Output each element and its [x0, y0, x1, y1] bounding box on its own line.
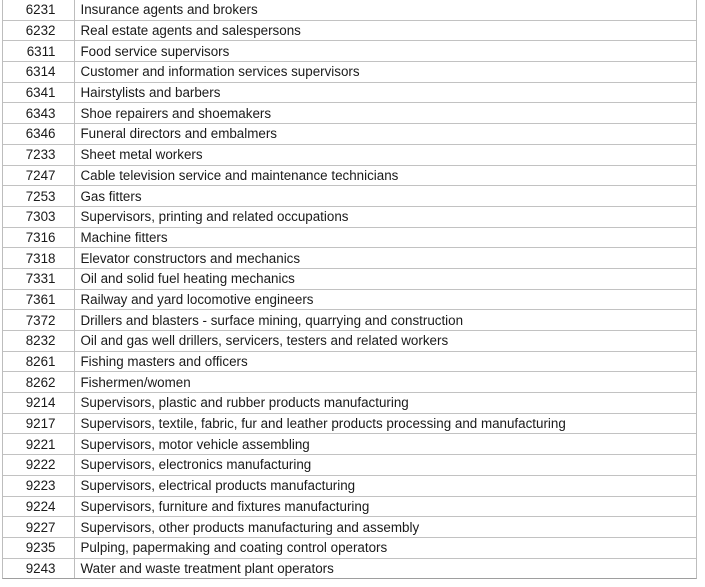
- occupation-code: 6314: [3, 62, 74, 83]
- table-row: [3, 537, 696, 558]
- occupation-code: 6343: [3, 103, 74, 124]
- occupation-code: 6341: [3, 82, 74, 103]
- table-row: [3, 351, 696, 372]
- occupation-title: Oil and solid fuel heating mechanics: [74, 268, 696, 289]
- table-row: [3, 124, 696, 145]
- occupation-title: Shoe repairers and shoemakers: [74, 103, 696, 124]
- occupation-title: Supervisors, electrical products manufacturing: [74, 475, 696, 496]
- occupation-title: Supervisors, printing and related occupations: [74, 206, 696, 227]
- occupation-code: 7361: [3, 289, 74, 310]
- table-row: [3, 206, 696, 227]
- table-row: [3, 165, 696, 186]
- occupation-code: 9243: [3, 558, 74, 578]
- occupation-title: Elevator constructors and mechanics: [74, 248, 696, 269]
- occupation-code: 7318: [3, 248, 74, 269]
- occupation-table: [2, 0, 697, 579]
- table-row: [3, 289, 696, 310]
- occupation-code: 7316: [3, 227, 74, 248]
- table-row: [3, 372, 696, 393]
- table-row: [3, 186, 696, 207]
- occupation-title: Customer and information services supervisors: [74, 62, 696, 83]
- occupation-title: Oil and gas well drillers, servicers, testers and related workers: [74, 331, 696, 352]
- occupation-code: 9217: [3, 413, 74, 434]
- table-row: [3, 558, 696, 578]
- occupation-title: Insurance agents and brokers: [80, 2, 258, 18]
- occupation-code: 9224: [3, 496, 74, 517]
- table-row: [3, 517, 696, 538]
- occupation-title: Railway and yard locomotive engineers: [74, 289, 696, 310]
- occupation-code: 7331: [3, 268, 74, 289]
- occupation-code: 8262: [3, 372, 74, 393]
- occupation-code: 9214: [3, 393, 74, 414]
- table-row: [3, 82, 696, 103]
- table-row: [3, 103, 696, 124]
- occupation-code: 9227: [3, 517, 74, 538]
- occupation-title: Supervisors, textile, fabric, fur and leather products processing and manufacturing: [74, 413, 696, 434]
- occupation-title: Hairstylists and barbers: [74, 82, 696, 103]
- occupation-title: Machine fitters: [74, 227, 696, 248]
- table-row: [3, 0, 696, 20]
- occupation-code: 9223: [3, 475, 74, 496]
- table-row: [3, 331, 696, 352]
- occupation-code: 6231: [3, 0, 74, 20]
- occupation-code: 6311: [3, 41, 74, 62]
- occupation-code: 6346: [3, 124, 74, 145]
- table-row: [3, 62, 696, 83]
- table-row: [3, 475, 696, 496]
- table-row: [3, 413, 696, 434]
- occupation-title: Supervisors, furniture and fixtures manufacturing: [74, 496, 696, 517]
- occupation-code: 6232: [3, 20, 74, 41]
- occupation-title: Fishing masters and officers: [74, 351, 696, 372]
- table-row: [3, 41, 696, 62]
- table-row: [3, 496, 696, 517]
- table-row: [3, 310, 696, 331]
- table-row: [3, 227, 696, 248]
- table-row: [3, 144, 696, 165]
- occupation-code: 9221: [3, 434, 74, 455]
- occupation-rows: [3, 0, 696, 578]
- table-row: [3, 393, 696, 414]
- occupation-title: Sheet metal workers: [74, 144, 696, 165]
- occupation-title: Water and waste treatment plant operators: [74, 558, 696, 578]
- table-row: [3, 248, 696, 269]
- occupation-code: 8261: [3, 351, 74, 372]
- table-row: [3, 268, 696, 289]
- occupation-code: 7233: [3, 144, 74, 165]
- occupation-code: 7372: [3, 310, 74, 331]
- occupation-code: 9235: [3, 537, 74, 558]
- occupation-title: Real estate agents and salespersons: [74, 20, 696, 41]
- occupation-title: Fishermen/women: [74, 372, 696, 393]
- occupation-code: 9222: [3, 455, 74, 476]
- occupation-title: Food service supervisors: [74, 41, 696, 62]
- occupation-code: 7303: [3, 206, 74, 227]
- occupation-title: Cable television service and maintenance technicians: [74, 165, 696, 186]
- occupation-title: Gas fitters: [74, 186, 696, 207]
- table-row: [3, 434, 696, 455]
- occupation-title: Supervisors, motor vehicle assembling: [74, 434, 696, 455]
- occupation-code: 8232: [3, 331, 74, 352]
- occupation-title: Supervisors, electronics manufacturing: [74, 455, 696, 476]
- occupation-title: Supervisors, plastic and rubber products manufacturing: [74, 393, 696, 414]
- table-row: [3, 455, 696, 476]
- occupation-grid: [3, 0, 696, 578]
- occupation-title: Funeral directors and embalmers: [74, 124, 696, 145]
- occupation-title: Supervisors, other products manufacturing and assembly: [74, 517, 696, 538]
- occupation-code: 7247: [3, 165, 74, 186]
- occupation-title: Pulping, papermaking and coating control operators: [74, 537, 696, 558]
- table-row: [3, 20, 696, 41]
- occupation-code: 7253: [3, 186, 74, 207]
- occupation-title: Drillers and blasters - surface mining, quarrying and construction: [74, 310, 696, 331]
